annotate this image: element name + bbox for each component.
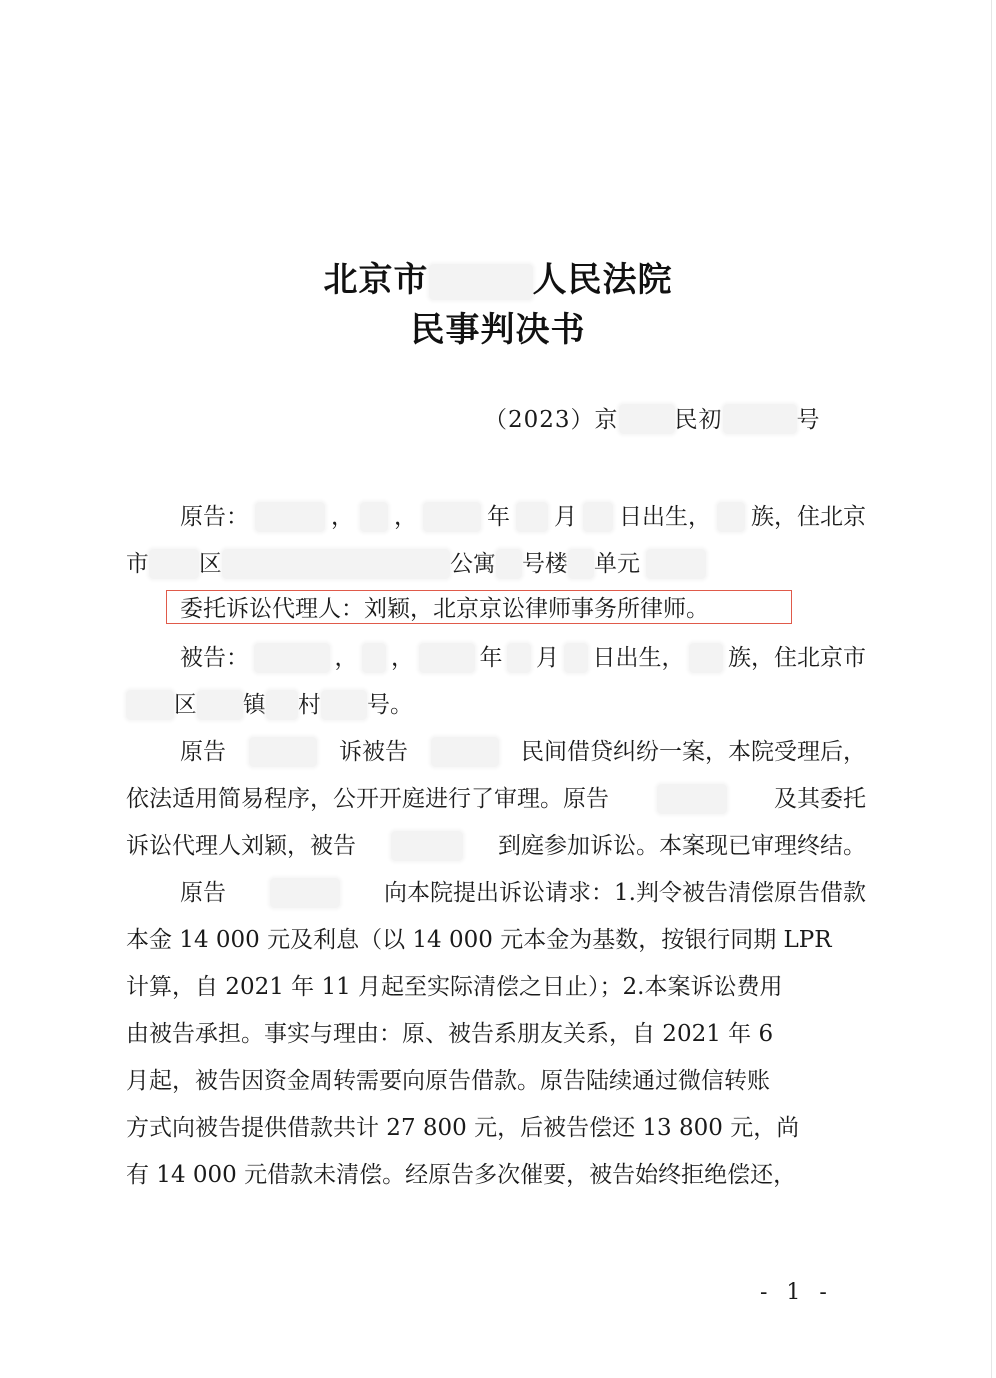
body-p2-line-1: 原告 向本院提出诉讼请求：1.判令被告清偿原告借款 (180, 880, 866, 906)
body-p1-line-2: 依法适用简易程序，公开开庭进行了审理。原告 及其委托 (126, 786, 866, 812)
redaction (657, 784, 727, 814)
redaction (321, 690, 367, 720)
redaction (507, 643, 531, 673)
page-edge (991, 0, 992, 1378)
redaction (270, 878, 340, 908)
redaction (429, 264, 533, 300)
body-p2-line-6: 方式向被告提供借款共计 27 800 元，后被告偿还 13 800 元，尚 (126, 1115, 800, 1141)
redaction (249, 737, 317, 767)
redaction (583, 502, 613, 532)
agent-line: 委托诉讼代理人：刘颖，北京京讼律师事务所律师。 (180, 596, 709, 622)
redaction (222, 549, 450, 579)
body-p2-line-5: 月起，被告因资金周转需要向原告借款。原告陆续通过微信转账 (126, 1068, 770, 1094)
redaction (431, 737, 499, 767)
body-p2-line-7: 有 14 000 元借款未清偿。经原告多次催要，被告始终拒绝偿还， (126, 1162, 797, 1188)
defendant-line-1: 被告： ， ， 年 月 日出生， 族，住北京市 (180, 645, 866, 671)
redaction (723, 404, 797, 434)
redaction (689, 643, 723, 673)
body-p2-line-4: 由被告承担。事实与理由：原、被告系朋友关系，自 2021 年 6 (126, 1021, 774, 1047)
redaction (717, 502, 745, 532)
redaction (362, 643, 386, 673)
plaintiff-line-1: 原告： ， ， 年 月 日出生， 族，住北京 (180, 504, 866, 530)
redaction (149, 549, 199, 579)
redaction (255, 502, 325, 532)
body-p1-line-3: 诉讼代理人刘颖，被告 到庭参加诉讼。本案现已审理终结。 (126, 833, 866, 859)
redaction (423, 502, 481, 532)
redaction (254, 643, 330, 673)
document-type-title: 民事判决书 (410, 310, 586, 350)
page-number: - 1 - (760, 1280, 833, 1305)
redaction (646, 549, 706, 579)
redaction (360, 502, 388, 532)
defendant-line-2: 区 镇 村 号。 (126, 690, 413, 720)
redaction (197, 690, 243, 720)
redaction (619, 404, 675, 434)
redaction (516, 502, 548, 532)
body-p1-line-1: 原告 诉被告 民间借贷纠纷一案，本院受理后， (180, 739, 866, 765)
redaction (126, 690, 174, 720)
redaction (564, 643, 588, 673)
court-title: 北京市 人民法院 (323, 260, 673, 300)
redaction (266, 690, 298, 720)
body-p2-line-3: 计算，自 2021 年 11 月起至实际清偿之日止）；2.本案诉讼费用 (126, 974, 783, 1000)
redaction (391, 831, 463, 861)
body-p2-line-2: 本金 14 000 元及利息（以 14 000 元本金为基数，按银行同期 LPR (126, 927, 832, 953)
redaction (419, 643, 475, 673)
redaction (568, 549, 594, 579)
case-number: （2023）京 民初 号 (484, 404, 821, 436)
redaction (496, 549, 522, 579)
plaintiff-line-2: 市 区 公寓 号楼 单元 (126, 549, 706, 579)
